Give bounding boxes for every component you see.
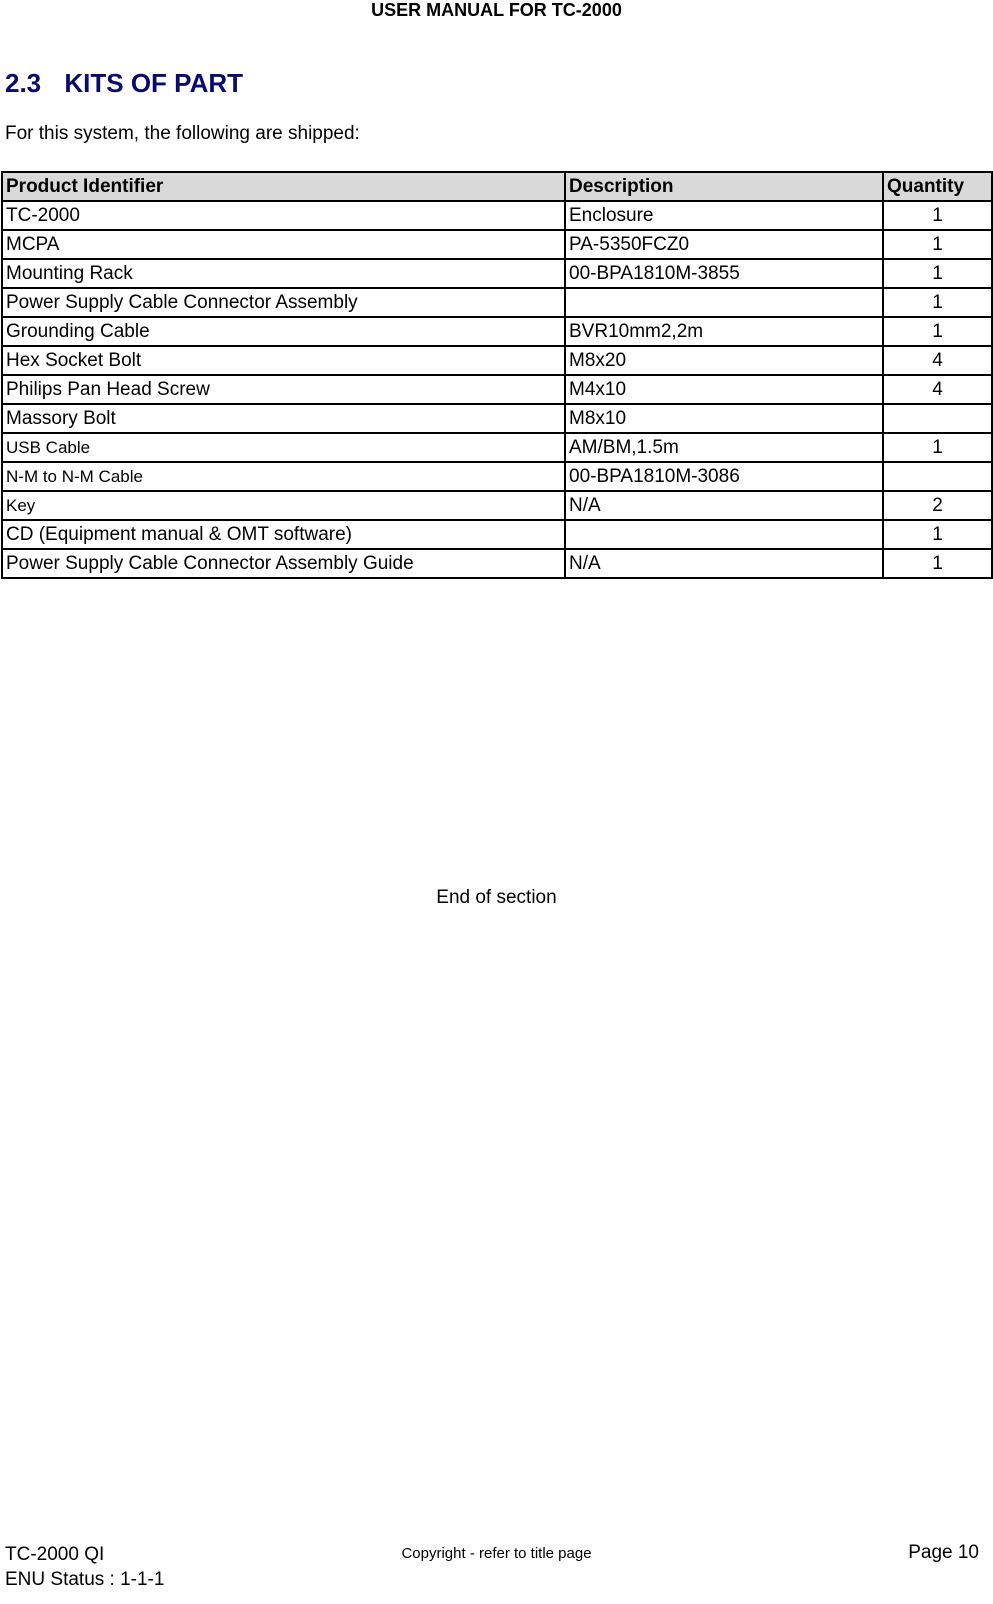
kits-table	[1, 171, 993, 579]
quantity-cell: 1	[883, 549, 992, 578]
quantity-cell: 1	[883, 520, 992, 549]
description-cell: 00-BPA1810M-3086	[565, 462, 883, 491]
product-cell: Power Supply Cable Connector Assembly Guide	[2, 549, 565, 578]
table-row	[2, 549, 992, 578]
quantity-cell: 4	[883, 375, 992, 404]
description-cell: Enclosure	[565, 201, 883, 230]
table-row	[2, 462, 992, 491]
intro-text: For this system, the following are shipped:	[5, 123, 360, 144]
table-header-row	[2, 172, 992, 201]
product-cell: Key	[2, 491, 565, 520]
product-cell: USB Cable	[2, 433, 565, 462]
section-number: 2.3	[5, 68, 42, 98]
description-cell	[565, 520, 883, 549]
product-cell: Hex Socket Bolt	[2, 346, 565, 375]
quantity-cell: 1	[883, 288, 992, 317]
description-cell: AM/BM,1.5m	[565, 433, 883, 462]
product-cell: Power Supply Cable Connector Assembly	[2, 288, 565, 317]
section-title: KITS OF PART	[64, 68, 244, 98]
quantity-cell: 1	[883, 201, 992, 230]
product-cell: Philips Pan Head Screw	[2, 375, 565, 404]
quantity-cell: 1	[883, 433, 992, 462]
column-header-quantity: Quantity	[883, 172, 992, 201]
description-cell: PA-5350FCZ0	[565, 230, 883, 259]
table-row	[2, 201, 992, 230]
description-cell	[565, 288, 883, 317]
footer-copyright: Copyright - refer to title page	[401, 1545, 592, 1562]
product-cell: Grounding Cable	[2, 317, 565, 346]
table-row	[2, 288, 992, 317]
table-row	[2, 433, 992, 462]
footer-page-number: Page 10	[908, 1542, 979, 1563]
footer-doc-id: TC-2000 QI	[5, 1544, 105, 1565]
description-cell: 00-BPA1810M-3855	[565, 259, 883, 288]
quantity-cell: 1	[883, 230, 992, 259]
product-cell: MCPA	[2, 230, 565, 259]
product-cell: Massory Bolt	[2, 404, 565, 433]
table-row	[2, 404, 992, 433]
page-header: USER MANUAL FOR TC-2000	[371, 0, 622, 20]
footer-status: ENU Status : 1-1-1	[5, 1569, 165, 1590]
description-cell: BVR10mm2,2m	[565, 317, 883, 346]
quantity-cell: 1	[883, 317, 992, 346]
quantity-cell: 4	[883, 346, 992, 375]
section-heading	[5, 68, 243, 99]
table-row	[2, 375, 992, 404]
product-cell: TC-2000	[2, 201, 565, 230]
table-row	[2, 346, 992, 375]
end-of-section-note: End of section	[436, 887, 557, 908]
description-cell: N/A	[565, 549, 883, 578]
table-row	[2, 259, 992, 288]
quantity-cell	[883, 462, 992, 491]
quantity-cell: 1	[883, 259, 992, 288]
table-row	[2, 317, 992, 346]
table-row	[2, 230, 992, 259]
quantity-cell: 2	[883, 491, 992, 520]
column-header-product-identifier: Product Identifier	[2, 172, 565, 201]
description-cell: M8x10	[565, 404, 883, 433]
product-cell: N-M to N-M Cable	[2, 462, 565, 491]
product-cell: CD (Equipment manual & OMT software)	[2, 520, 565, 549]
product-cell: Mounting Rack	[2, 259, 565, 288]
description-cell: M4x10	[565, 375, 883, 404]
table-row	[2, 491, 992, 520]
quantity-cell	[883, 404, 992, 433]
description-cell: N/A	[565, 491, 883, 520]
description-cell: M8x20	[565, 346, 883, 375]
table-row	[2, 520, 992, 549]
column-header-description: Description	[565, 172, 883, 201]
